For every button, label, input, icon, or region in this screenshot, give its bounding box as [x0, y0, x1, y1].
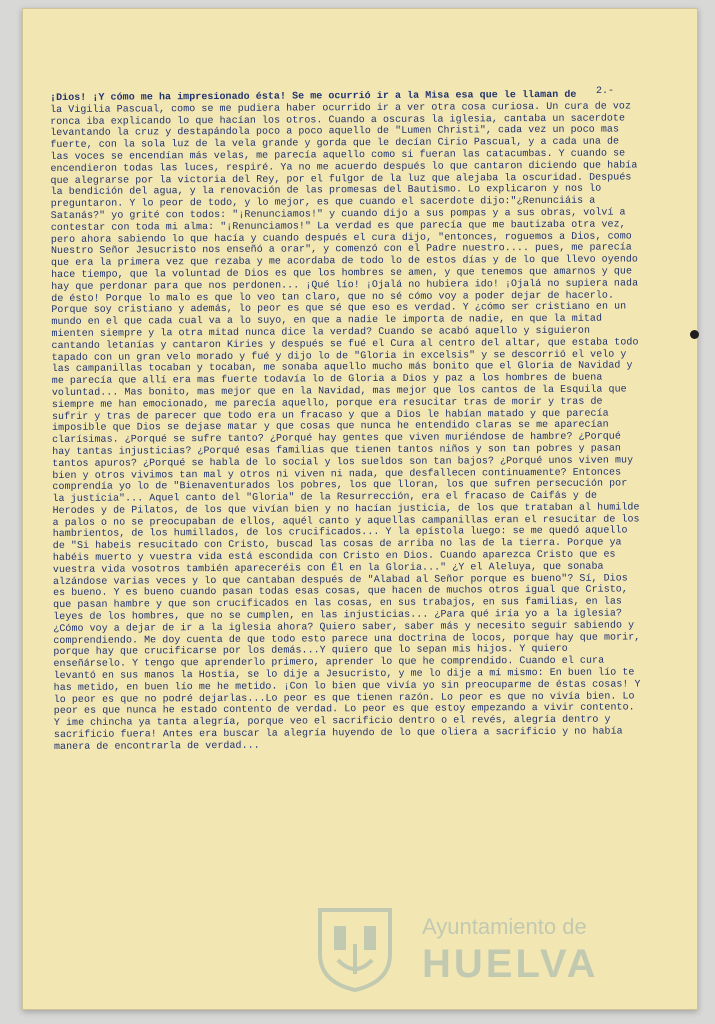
typewritten-text — [50, 89, 645, 949]
body-text: la Vigilia Pascual, como se me pudiera haber ocurrido ir a ver otra cosa curiosa. Un cura de voz ronca iba explicando lo que hacían los otros. Cuando a oscuras la iglesia, cantaba un sacerdote levantando la cruz y destapándola poco a poco aquello de "Lumen Christi", cada vez un poco mas fuerte, con la sola luz de la vela grande y gorda que le decían Cirio Pascual, y a cada una de las voces se encendían más velas, me parecía aquello como si fueran las catacumbas. Y cuando se encendieron todas las luces, respiré. Ya no me acuerdo después lo que cantaron diciendo que había que alegrarse por la victoria del Rey, por el fulgor de la luz que alejaba la oscuridad. Después la bendición del agua, y la renovación de las promesas del Bautismo. Lo explicaron y nos lo preguntaron. Y lo peor de todo, y lo mejor, es que cuando el sacerdote dijo:"¿Renunciáis a Satanás?" yo grité con todos: "¡Renunciamos!" y cuando dijo a sus pompas y a sus obras, volví a contestar con toda mi alma: "¡Renunciamos!" La verdad es que parecía que me bautizaba otra vez, pero ahora sabiendo lo que hacía y cuando después el cura dijo, "entonces, roguemos a Dios, como Nuestro Señor Jesucristo nos enseñó a orar", y comenzó con el Padre nuestro.... pues, me parecía que era la primera vez que rezaba y me acordaba de todo lo de estos días y de lo que llevo oyendo hace tiempo, que la voluntad de Dios es que los hombres se amen, y que tenemos que amarnos y que hay que perdonar para que nos perdonen... ¡Qué lío! ¡Ojalá no hubiera ido! ¡Ojalá no supiera nada de ésto! Porque lo malo es que lo veo tan claro, que no sé cómo voy a poder dejar de hacerlo. Porque soy cristiano y además, lo peor es que sé que eso es verdad. Y ¿cómo ser cristiano en un mundo en el que cada cual va a lo suyo, en que a nadie le importa de nadie, en que la mitad mienten siempre y la otra mitad nunca dice la verdad? Cuando se acabó aquello y siguieron cantando letanías y cantaron Kiries y después se fué el Cura al centro del altar, que estaba todo tapado con un gran velo morado y fué y dijo lo de "Gloria in excelsis" y se descorrió el velo y las campanillas tocaban y tocaban, me sonaba aquello mucho más bonito que el Gloria de Navidad y me parecía que allí era mas fuerte todavía lo de Gloria a Dios y paz a los hombres de buena voluntad... Mas bonito, mas mejor que en la Navidad, mas mejor que los cantos de la Esquila que siempre me han emocionado, me parecía aquello, porque era resucitar tras de morir y tras de sufrir y tras de parecer que todo era un fracaso y que a Dios le habían matado y que parecía imposible que Dios se dejase matar y que cosas que nunca he entendido claras se me aparecían clarísimas. ¿Porqué se sufre tanto? ¿Porqué hay gentes que viven muriéndose de hambre? ¿Porqué hay tantas injusticias? ¿Porqué esas familias que tienen tantos niños y son tan pobres y pasan tantos apuros? ¿Porqué se habla de lo social y los sueldos son tan bajos? ¿Porqué unos viven muy bien y otros vivimos tan mal y otros ni viven ni nada, que desfallecen continuamente? Entonces comprendía yo lo de "Bienaventurados los pobres, los que lloran, los que sufren persecución por la justicia"... Aquel canto del "Gloria" de la Resurrección, era el fracaso de Caifás y de Herodes y de Pilatos, de los que vivían bien y no hacían justicia, de los que trataban al humilde a palos o no se preocupaban de ellos, aquél canto y aquellas campanillas eran el resucitar de los hambrientos, de los humillados, de los crucificados... Y la epístola luego: se me quedó aquello de "Si habeis resucitado con Cristo, buscad las cosas de arriba no las de la tierra. Porque ya habéis muerto y vuestra vida está escondida con Cristo en Dios. Cuando aparezca Cristo que es vuestra vida vosotros también apareceréis con Él en la Gloria..." ¿Y el Aleluya, que sonaba alzándose varias veces y lo que cantaban después de "Alabad al Señor porque es bueno"? Sí, Dios es bueno. Y es bueno cuando pasan todas esas cosas, que hacen de muchos otros igual que Cristo, que pasan hambre y que son crucificados en las cosas, en sus trabajos, en sus familias, en las leyes de los hombres, que no se cumplen, en las injusticias... ¿Para qué iría yo a la iglesia? ¿Cómo voy a dejar de ir a la iglesia ahora? Quiero saber, saber más y necesito seguir sabiendo y comprendiendo. Me doy cuenta de que todo esto parece una doctrina de locos, porque hay que morir, porque hay que crucificarse por los demás...Y quiero que lo sepan mis hijos. Y quiero enseñárselo. Y tengo que aprenderlo primero, aprender lo que he comprendido. Cuando el cura levantó en sus manos la Hostia, se lo dije a Jesucristo, y me lo dije a mí mismo: En buen lío te has metido, en buen lío me he metido. ¡Con lo bien que vivía yo sin preocuparme de éstas cosas! Y lo peor es que no podré dejarlas...Lo peor es que tienen razón. Lo peor es que no vivía bien. Lo peor es que nunca he estado contento de verdad. Lo peor es que estoy empezando a vivir contento. Y ime chincha ya tanta alegría, porque veo el sacrificio dentro o el revés, alegría dentro y sacrificio fuera! Antes era buscar la alegría huyendo de lo que oliera a sacrificio y no había manera de encontrarla de verdad... — [50, 101, 641, 753]
first-line: ¡Dios! ¡Y cómo me ha impresionado ésta! Se me ocurrió ir a la Misa esa que le llaman de — [50, 89, 577, 104]
watermark-line2: HUELVA — [422, 942, 599, 986]
page-marker: 2.- — [596, 86, 615, 97]
punch-hole — [690, 330, 699, 339]
watermark-line1: Ayuntamiento de — [422, 914, 587, 939]
